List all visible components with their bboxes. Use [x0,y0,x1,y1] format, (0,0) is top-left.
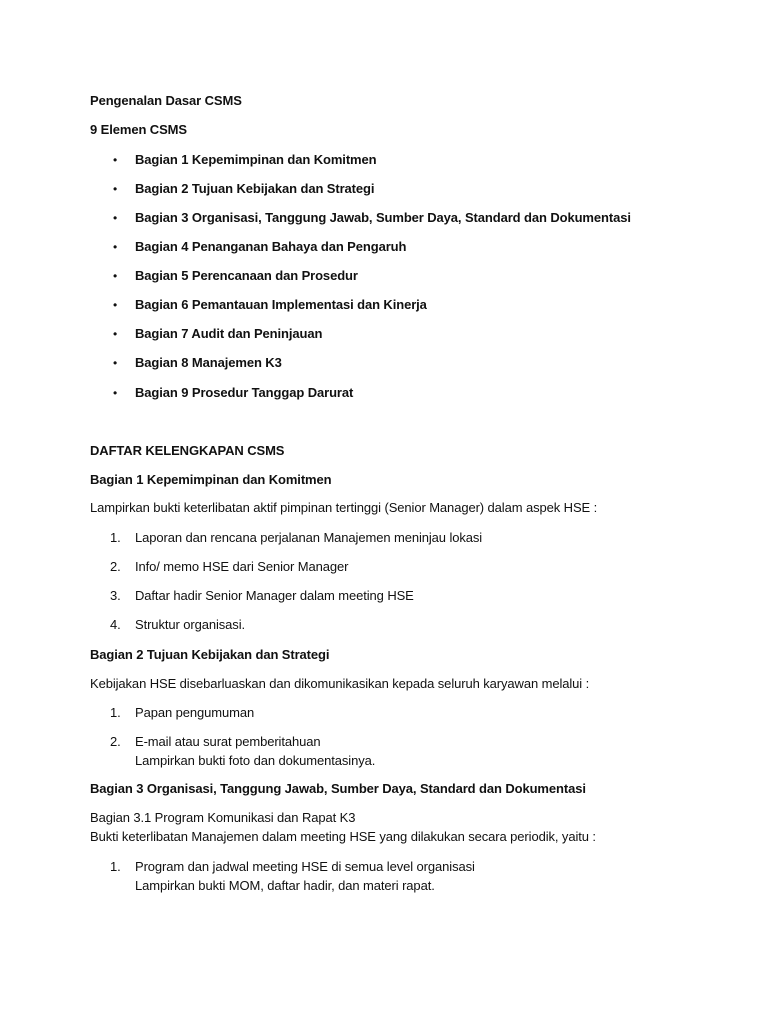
element-label: Bagian 9 Prosedur Tanggap Darurat [135,385,354,400]
element-label: Bagian 2 Tujuan Kebijakan dan Strategi [135,181,375,196]
section3-intro: Bukti keterlibatan Manajemen dalam meeting HSE yang dilakukan secara periodik, yaitu : [90,829,596,844]
section1-intro: Lampirkan bukti keterlibatan aktif pimpinan tertinggi (Senior Manager) dalam aspek HSE : [90,500,598,515]
section3-heading: Bagian 3 Organisasi, Tanggung Jawab, Sumber Daya, Standard dan Dokumentasi [90,781,586,796]
element-label: Bagian 5 Perencanaan dan Prosedur [135,268,358,283]
element-label: Bagian 3 Organisasi, Tanggung Jawab, Sumber Daya, Standard dan Dokumentasi [135,210,631,225]
bullet-icon: • [113,298,118,312]
bullet-icon: • [113,240,118,254]
intro-title: Pengenalan Dasar CSMS [90,93,242,108]
bullet-icon: • [113,182,118,196]
section3-subheading: Bagian 3.1 Program Komunikasi dan Rapat K3 [90,810,356,825]
item-number: 2. [110,734,121,749]
item-note: Lampirkan bukti MOM, daftar hadir, dan materi rapat. [135,878,435,893]
element-label: Bagian 6 Pemantauan Implementasi dan Kinerja [135,297,427,312]
item-number: 1. [110,530,121,545]
bullet-icon: • [113,356,118,370]
item-text: Struktur organisasi. [135,617,245,632]
item-number: 1. [110,859,121,874]
section2-intro: Kebijakan HSE disebarluaskan dan dikomunikasikan kepada seluruh karyawan melalui : [90,676,590,691]
bullet-icon: • [113,153,118,167]
bullet-icon: • [113,211,118,225]
element-label: Bagian 8 Manajemen K3 [135,355,282,370]
item-text: E-mail atau surat pemberitahuan [135,734,321,749]
bullet-icon: • [113,386,118,400]
item-text: Laporan dan rencana perjalanan Manajemen meninjau lokasi [135,530,483,545]
elements-heading: 9 Elemen CSMS [90,122,187,137]
section1-heading: Bagian 1 Kepemimpinan dan Komitmen [90,472,332,487]
item-text: Papan pengumuman [135,705,255,720]
element-label: Bagian 4 Penanganan Bahaya dan Pengaruh [135,239,407,254]
item-text: Program dan jadwal meeting HSE di semua level organisasi [135,859,475,874]
item-number: 3. [110,588,121,603]
element-label: Bagian 1 Kepemimpinan dan Komitmen [135,152,377,167]
checklist-title: DAFTAR KELENGKAPAN CSMS [90,443,285,458]
element-label: Bagian 7 Audit dan Peninjauan [135,326,323,341]
bullet-icon: • [113,327,118,341]
item-number: 2. [110,559,121,574]
item-number: 1. [110,705,121,720]
item-number: 4. [110,617,121,632]
section2-heading: Bagian 2 Tujuan Kebijakan dan Strategi [90,647,330,662]
item-text: Info/ memo HSE dari Senior Manager [135,559,349,574]
item-note: Lampirkan bukti foto dan dokumentasinya. [135,753,376,768]
bullet-icon: • [113,269,118,283]
item-text: Daftar hadir Senior Manager dalam meeting HSE [135,588,414,603]
